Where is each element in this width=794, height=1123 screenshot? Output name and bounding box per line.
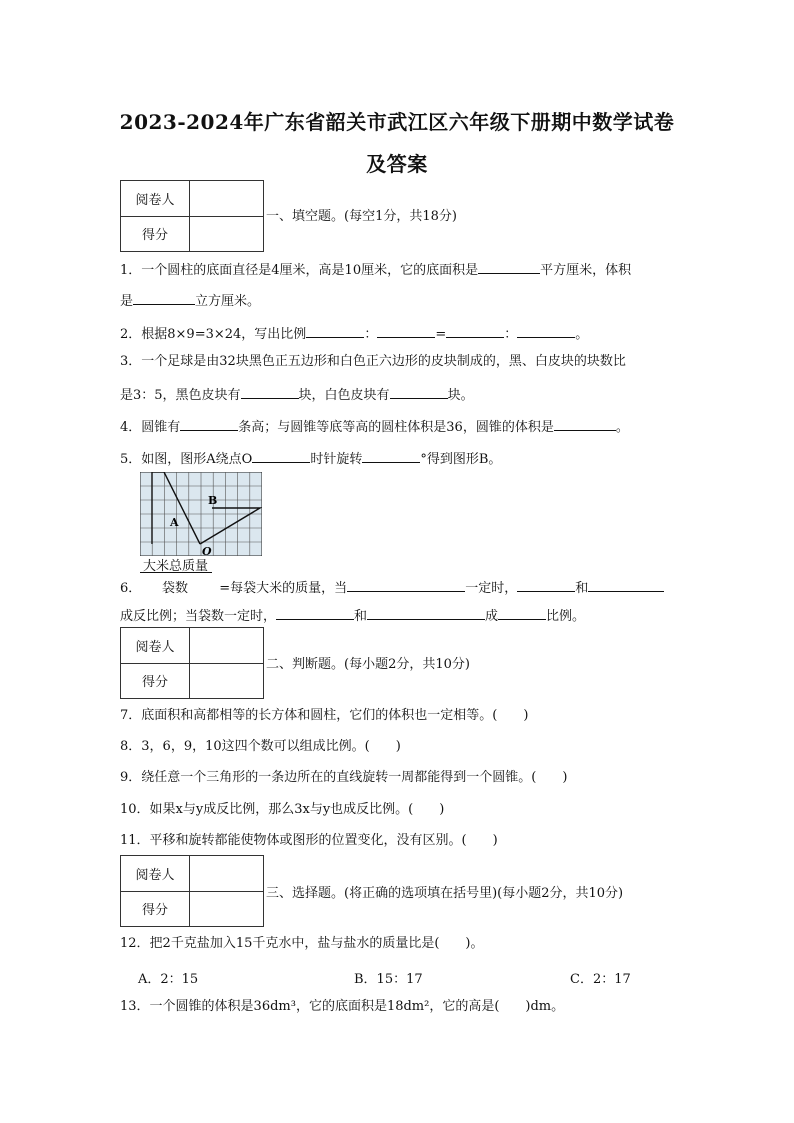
q12-option-c[interactable]: C．2：17	[570, 972, 631, 987]
score-box-section-1	[120, 180, 264, 252]
question-3-line-2: 是3：5，黑色皮块有 块，白色皮块有 块。	[120, 385, 474, 404]
question-13: 13．一个圆锥的体积是36dm³，它的底面积是18dm²，它的高是( )dm。	[120, 999, 565, 1014]
q6-blank-6[interactable]	[498, 606, 546, 620]
q3-blank-1[interactable]	[241, 385, 299, 399]
question-1-line-1: 1．一个圆柱的底面直径是4厘米，高是10厘米，它的底面积是 平方厘米，体积	[120, 260, 631, 279]
question-5: 5．如图，图形A绕点O 时针旋转 °得到图形B。	[120, 449, 501, 468]
q3-blank-2[interactable]	[390, 385, 448, 399]
question-3-line-1: 3．一个足球是由32块黑色正五边形和白色正六边形的皮块制成的，黑、白皮块的块数比	[120, 354, 626, 369]
q2-blank-3[interactable]	[446, 324, 504, 338]
q2-blank-4[interactable]	[517, 324, 575, 338]
label-b: B	[208, 494, 218, 507]
reviewer-cell[interactable]	[190, 856, 264, 892]
q6-blank-5[interactable]	[367, 606, 485, 620]
question-10: 10．如果x与y成反比例，那么3x与y也成反比例。( )	[120, 802, 445, 817]
question-7: 7．底面积和高都相等的长方体和圆柱，它们的体积也一定相等。( )	[120, 708, 529, 723]
q6-fraction-numerator: 大米总质量	[143, 559, 209, 574]
title-line-2: 及答案	[366, 152, 428, 176]
title-line-1: 2023-2024年广东省韶关市武江区六年级下册期中数学试卷	[119, 110, 675, 134]
reviewer-label: 阅卷人	[121, 628, 190, 664]
reviewer-cell[interactable]	[190, 628, 264, 664]
q4-blank-2[interactable]	[554, 417, 616, 431]
score-label: 得分	[121, 891, 190, 927]
question-12: 12．把2千克盐加入15千克水中，盐与盐水的质量比是( )。	[120, 936, 484, 951]
question-1-line-2: 是 立方厘米。	[120, 291, 260, 310]
q1-blank-1[interactable]	[478, 260, 540, 274]
q6-blank-2[interactable]	[517, 578, 575, 592]
q6-fraction-bar	[140, 572, 212, 573]
rotation-grid-figure	[140, 472, 262, 556]
score-cell[interactable]	[190, 891, 264, 927]
q12-option-a[interactable]: A．2：15	[138, 972, 199, 987]
q5-blank-2[interactable]	[362, 449, 420, 463]
question-6-line-2: 成反比例；当袋数一定时， 和 成 比例。	[120, 606, 585, 625]
label-a: A	[170, 516, 179, 529]
q12-option-b[interactable]: B．15：17	[354, 972, 423, 987]
q4-blank-1[interactable]	[180, 417, 238, 431]
score-cell[interactable]	[190, 663, 264, 699]
question-2: 2．根据8×9=3×24，写出比例 ： = ： 。	[120, 324, 588, 343]
score-box-section-3	[120, 855, 264, 927]
question-4: 4．圆锥有 条高；与圆锥等底等高的圆柱体积是36，圆锥的体积是 。	[120, 417, 629, 436]
q6-blank-1[interactable]	[347, 578, 465, 592]
reviewer-cell[interactable]	[190, 181, 264, 217]
score-label: 得分	[121, 216, 190, 252]
q2-blank-2[interactable]	[377, 324, 435, 338]
q6-blank-4[interactable]	[276, 606, 354, 620]
q5-blank-1[interactable]	[252, 449, 310, 463]
reviewer-label: 阅卷人	[121, 856, 190, 892]
score-label: 得分	[121, 663, 190, 699]
score-cell[interactable]	[190, 216, 264, 252]
question-9: 9．绕任意一个三角形的一条边所在的直线旋转一周都能得到一个圆锥。( )	[120, 770, 568, 785]
q6-fraction-denominator: 袋数	[162, 581, 189, 596]
question-8: 8．3，6，9，10这四个数可以组成比例。( )	[120, 739, 401, 754]
score-box-section-2	[120, 627, 264, 699]
q1-blank-2[interactable]	[133, 291, 195, 305]
question-6-line-1: 6． =每袋大米的质量，当 一定时， 和	[120, 578, 664, 597]
question-11: 11．平移和旋转都能使物体或图形的位置变化，没有区别。( )	[120, 833, 498, 848]
q2-blank-1[interactable]	[306, 324, 364, 338]
section-1-heading: 一、填空题。(每空1分，共18分)	[266, 209, 457, 224]
section-2-heading: 二、判断题。(每小题2分，共10分)	[266, 657, 470, 672]
q6-blank-3[interactable]	[588, 578, 664, 592]
reviewer-label: 阅卷人	[121, 181, 190, 217]
section-3-heading: 三、选择题。(将正确的选项填在括号里)(每小题2分，共10分)	[266, 886, 624, 901]
label-o: O	[202, 545, 212, 556]
